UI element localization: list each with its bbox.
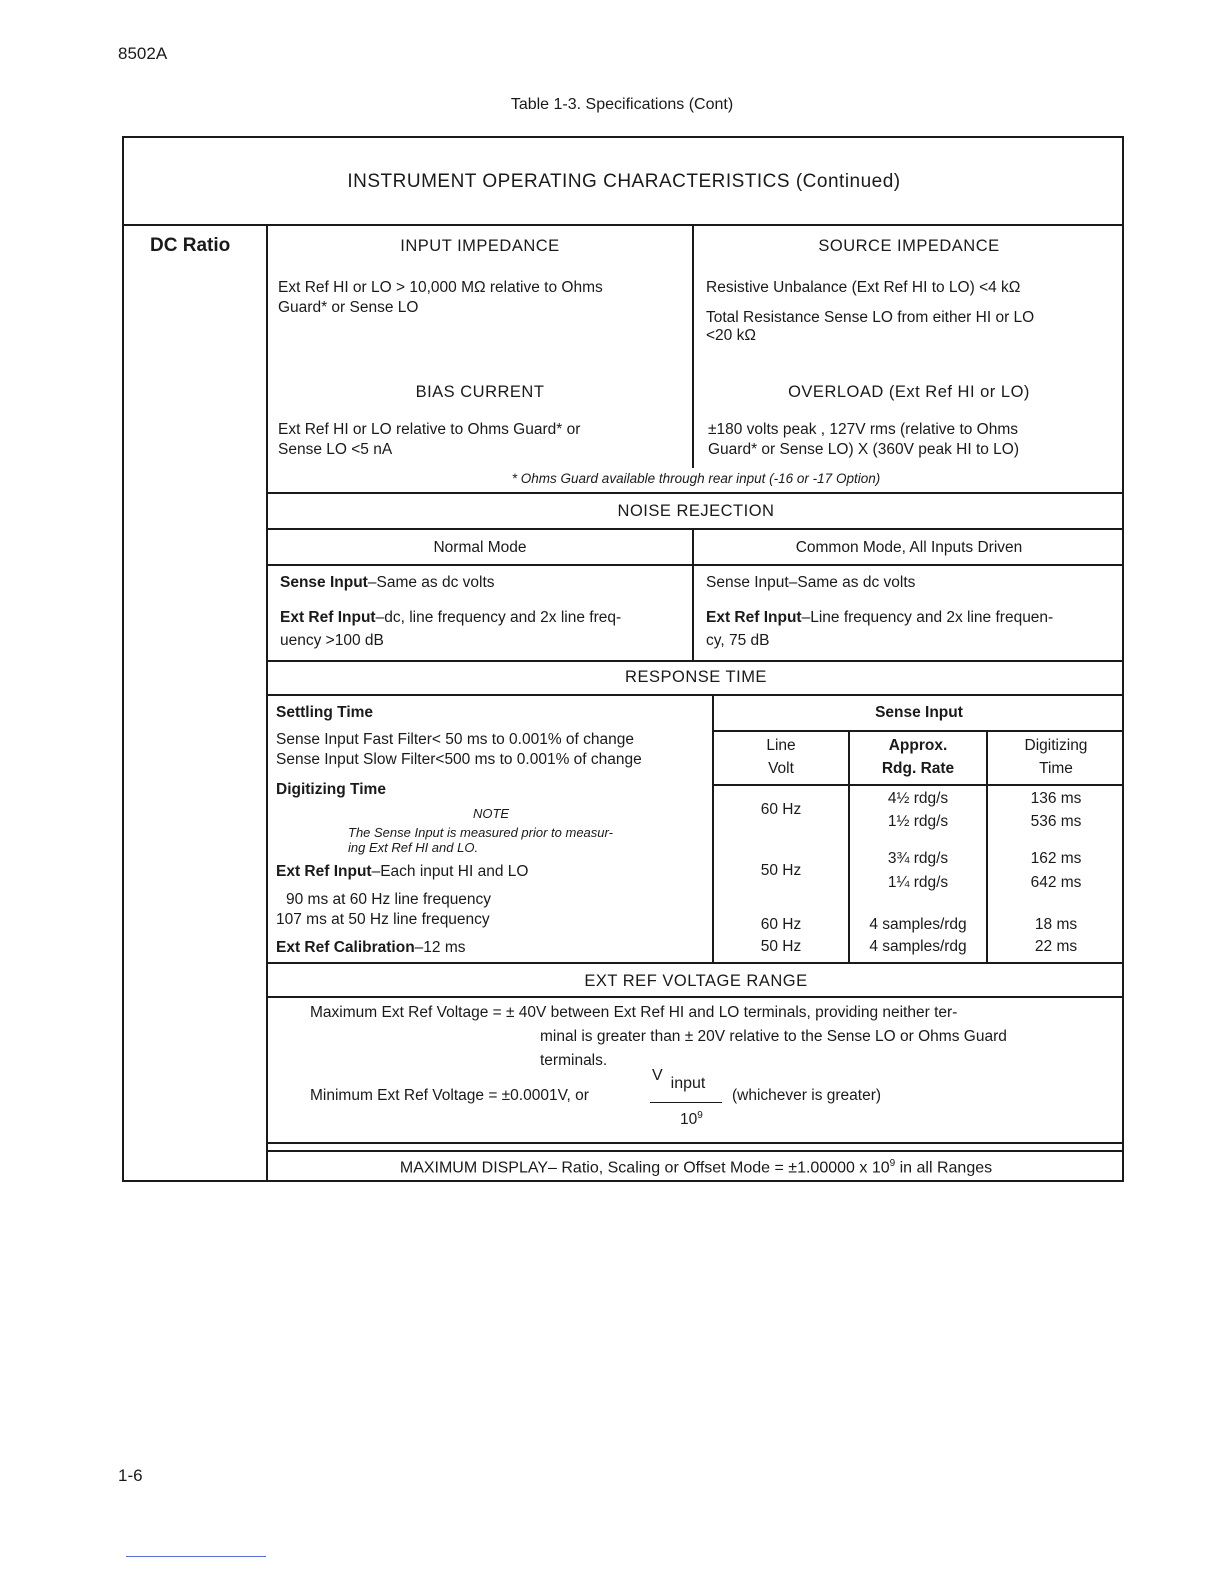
min-ext-ref-voltage-note: (whichever is greater) (732, 1087, 882, 1104)
ohms-guard-footnote: * Ohms Guard available through rear input (-16 or -17 Option) (511, 471, 881, 486)
table-row-time: 642 ms (1030, 874, 1082, 891)
common-mode-sense-input: Sense Input–Same as dc volts (706, 574, 916, 591)
page-number: 1-6 (118, 1466, 143, 1485)
ext-ref-input-time: Ext Ref Input–Each input HI and LO (276, 863, 529, 880)
normal-mode-ext-ref-input: uency >100 dB (280, 632, 384, 649)
max-ext-ref-voltage: minal is greater than ± 20V relative to the Sense LO or Ohms Guard (540, 1028, 1007, 1045)
bias-current-title: BIAS CURRENT (415, 383, 545, 401)
sense-input-table-title: Sense Input (875, 704, 963, 721)
table-row-line: 50 Hz (760, 862, 802, 879)
fraction-numerator: V input (652, 1067, 706, 1092)
table-row-rate: 4½ rdg/s (887, 790, 949, 807)
fraction-bar (650, 1102, 722, 1103)
bias-current-text: Ext Ref HI or LO relative to Ohms Guard* or (278, 421, 581, 438)
note-text: ing Ext Ref HI and LO. (348, 840, 479, 855)
ext-ref-50hz: 107 ms at 50 Hz line frequency (276, 911, 490, 928)
table-banner: INSTRUMENT OPERATING CHARACTERISTICS (Continued) (347, 171, 901, 192)
response-time-title: RESPONSE TIME (625, 668, 767, 686)
min-ext-ref-voltage: Minimum Ext Ref Voltage = ±0.0001V, or (310, 1087, 589, 1104)
common-mode-ext-ref-input: Ext Ref Input–Line frequency and 2x line frequen- (706, 609, 1054, 626)
table-row-line: 50 Hz (760, 938, 802, 955)
noise-rejection-title: NOISE REJECTION (617, 502, 775, 520)
col-header-line-volt: Volt (768, 760, 794, 777)
col-header-line-volt: Line (766, 737, 796, 754)
manual-model-number: 8502A (118, 44, 168, 63)
col-header-rdg-rate: Rdg. Rate (881, 760, 955, 777)
common-mode-ext-ref-input: cy, 75 dB (706, 632, 770, 649)
ext-ref-60hz: 90 ms at 60 Hz line frequency (286, 891, 492, 908)
normal-mode-ext-ref-input: Ext Ref Input–dc, line frequency and 2x line freq- (280, 609, 622, 626)
table-row-line: 60 Hz (760, 801, 802, 818)
table-row-rate: 4 samples/rdg (869, 938, 967, 955)
table-row-rate: 1¼ rdg/s (887, 874, 949, 891)
input-impedance-text: Guard* or Sense LO (278, 299, 419, 316)
table-row-rate: 1½ rdg/s (887, 813, 949, 830)
settling-time-title: Settling Time (276, 704, 374, 721)
table-row-line: 60 Hz (760, 916, 802, 933)
table-row-time: 162 ms (1030, 850, 1082, 867)
section-label: DC Ratio (150, 235, 231, 256)
fraction-denominator: $10^9$ (680, 1110, 703, 1129)
max-ext-ref-voltage: Maximum Ext Ref Voltage = ± 40V between Ext Ref HI and LO terminals, providing neither ter- (310, 1004, 958, 1021)
maximum-display: MAXIMUM DISPLAY– Ratio, Scaling or Offset Mode = ±1.00000 x $10^9$ in all Ranges (399, 1158, 993, 1177)
source-impedance-text: <20 kΩ (706, 327, 756, 344)
table-row-time: 136 ms (1030, 790, 1082, 807)
footer-rule (126, 1556, 266, 1557)
ext-ref-voltage-title: EXT REF VOLTAGE RANGE (584, 972, 808, 990)
col-header-digitizing-time: Digitizing (1024, 737, 1088, 754)
source-impedance-text: Total Resistance Sense LO from either HI or LO (706, 309, 1035, 326)
digitizing-time-title: Digitizing Time (276, 781, 386, 798)
overload-text: ±180 volts peak , 127V rms (relative to Ohms (708, 421, 1019, 438)
table-title: Table 1-3. Specifications (Cont) (510, 96, 734, 113)
col-header-rdg-rate: Approx. (888, 737, 948, 754)
max-ext-ref-voltage: terminals. (540, 1052, 608, 1069)
table-row-rate: 3¾ rdg/s (887, 850, 949, 867)
note-title: NOTE (472, 806, 510, 821)
table-row-time: 22 ms (1034, 938, 1078, 955)
table-row-time: 536 ms (1030, 813, 1082, 830)
settling-slow-filter: Sense Input Slow Filter<500 ms to 0.001% of change (276, 751, 642, 768)
ext-ref-calibration: Ext Ref Calibration–12 ms (276, 939, 466, 956)
table-row-rate: 4 samples/rdg (869, 916, 967, 933)
col-header-digitizing-time: Time (1039, 760, 1073, 777)
common-mode-title: Common Mode, All Inputs Driven (795, 539, 1023, 556)
bias-current-text: Sense LO <5 nA (278, 441, 393, 458)
table-row-time: 18 ms (1034, 916, 1078, 933)
normal-mode-sense-input: Sense Input–Same as dc volts (280, 574, 495, 591)
overload-text: Guard* or Sense LO) X (360V peak HI to LO) (708, 441, 1020, 458)
settling-fast-filter: Sense Input Fast Filter< 50 ms to 0.001% of change (276, 731, 635, 748)
source-impedance-title: SOURCE IMPEDANCE (818, 237, 1000, 255)
note-text: The Sense Input is measured prior to measur- (348, 825, 613, 840)
normal-mode-title: Normal Mode (433, 539, 527, 556)
input-impedance-text: Ext Ref HI or LO > 10,000 MΩ relative to Ohms (278, 279, 603, 296)
source-impedance-text: Resistive Unbalance (Ext Ref HI to LO) <4 kΩ (706, 279, 1021, 296)
overload-title: OVERLOAD (Ext Ref HI or LO) (788, 383, 1030, 401)
input-impedance-title: INPUT IMPEDANCE (400, 237, 560, 255)
